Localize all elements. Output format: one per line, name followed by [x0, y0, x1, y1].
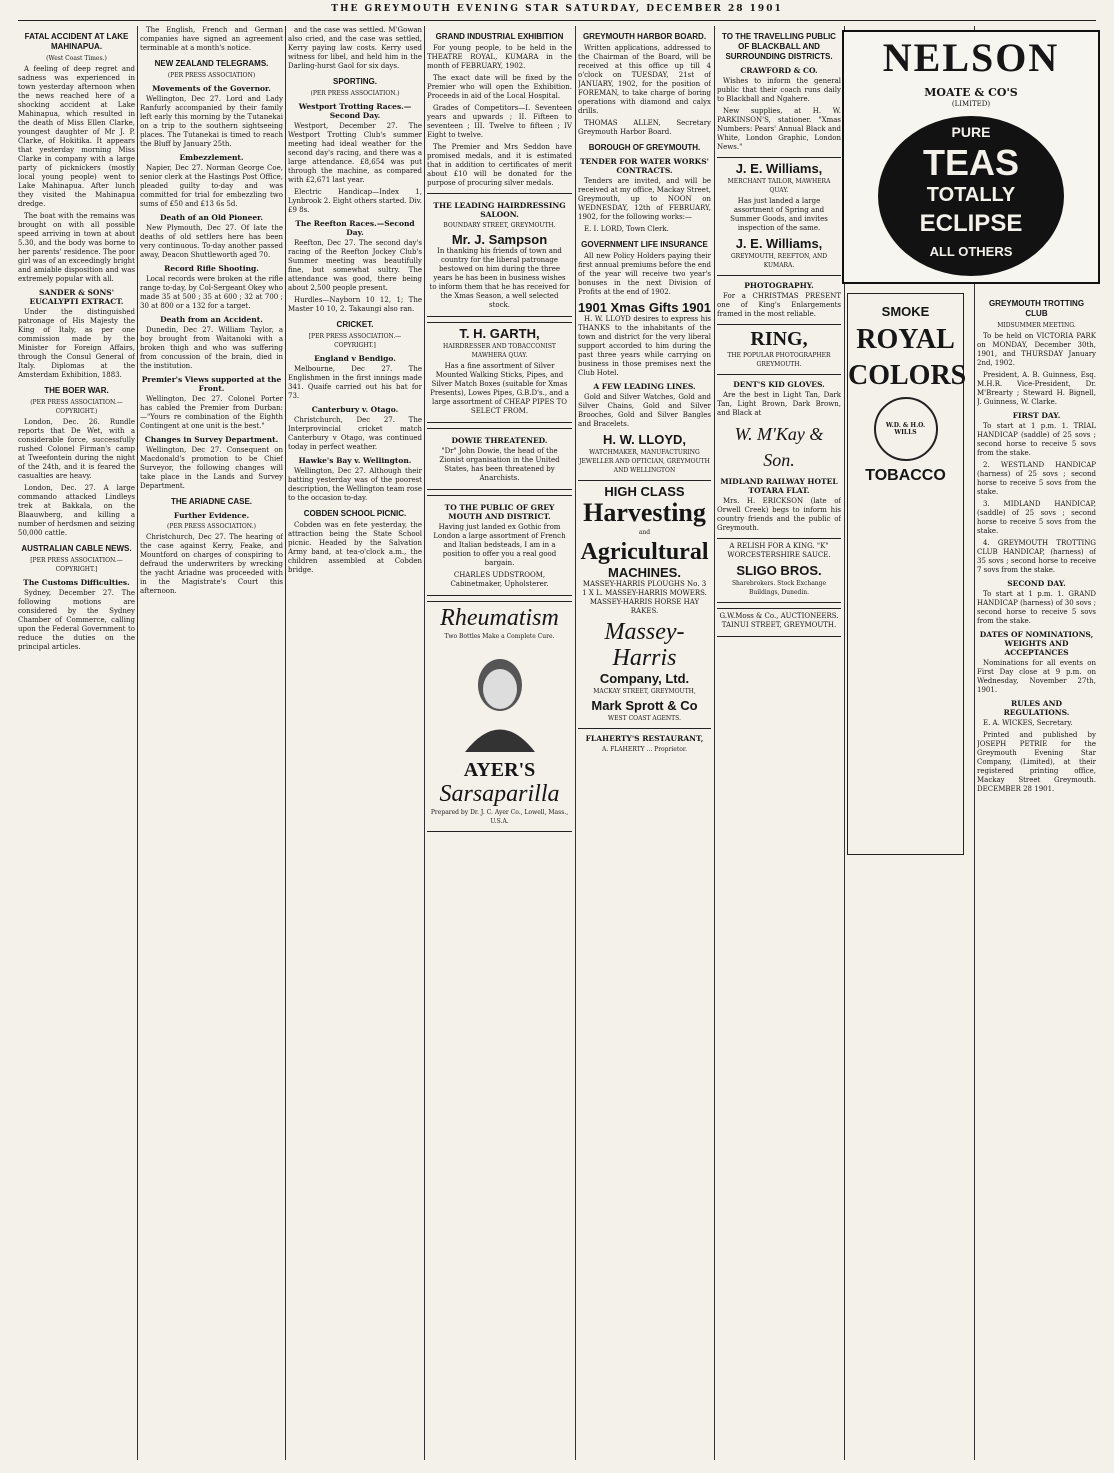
subheadline: FIRST DAY.: [1012, 411, 1061, 420]
signature: E. I. LORD, Town Clerk.: [584, 225, 669, 233]
article-paragraph: To start at 1 p.m. 1. TRIAL HANDICAP (saddle) of 25 sovs ; second horse to receive 5 sovs from the stake.: [977, 422, 1096, 457]
article-paragraph: Grades of Competitors—I. Seventeen years and upwards ; II. Fifteen to seventeen ; III. Twelve to fifteen ; IV Eight to twelve.: [427, 104, 572, 139]
headline-nz-telegrams: NEW ZEALAND TELEGRAMS.: [154, 59, 269, 68]
article-paragraph: London, Dec. 26. Rundle reports that De Wet, with a considerable force, successfully rushed Colonel Firman's camp at Tweefontein during the night of the 24th, and it is feared the casualties are heavy.: [18, 418, 135, 480]
subheadline: Westport Trotting Races.—Second Day.: [298, 102, 412, 120]
article-paragraph: New supplies, at H. W. PARKINSON'S, stationer. "Xmas Numbers: Pears' Annual Black and White, London Graphic, London News.": [717, 107, 841, 151]
ad-line: ROYAL: [856, 324, 955, 355]
byline: (PER PRESS ASSOCIATION): [167, 72, 256, 79]
ad-line: COLORS: [848, 360, 967, 391]
ad-ayers: [427, 601, 572, 832]
byline: MIDSUMMER MEETING.: [997, 322, 1076, 329]
ad-subheading: BOUNDARY STREET, GREYMOUTH.: [443, 222, 556, 229]
subheadline: Record Rifle Shooting.: [164, 264, 259, 273]
byline: (West Coast Times.): [46, 55, 107, 62]
byline: [PER PRESS ASSOCIATION.—COPYRIGHT.]: [308, 333, 402, 349]
column-5: [578, 26, 711, 1460]
headline-industrial-exhibition: GRAND INDUSTRIAL EXHIBITION: [435, 32, 564, 41]
article-paragraph: The boat with the remains was brought on with all possible speed arriving in town at about 5.30, and the body was borne to her parents' residence. The poor girl was of an exceedingly bright and amiable disposition and was extremely popular with all.: [18, 212, 135, 283]
article-paragraph: Cobden was en fete yesterday, the attraction being the State School picnic. Headed by the Salvation Army band, at tea-o'clock a.m., the children assembled at Cobden bridge.: [288, 521, 422, 574]
ad-name: Mr. J. Sampson: [451, 232, 548, 247]
subheadline: The Reefton Races.—Second Day.: [295, 219, 415, 237]
ad-nelson-tea: [842, 30, 1100, 284]
subheadline: RULES AND REGULATIONS.: [1003, 699, 1070, 717]
ad-royal-colors: [847, 293, 967, 855]
headline-australian-cable: AUSTRALIAN CABLE NEWS.: [21, 544, 132, 553]
ad-name: T. H. GARTH,: [459, 326, 540, 341]
ad-text: In thanking his friends of town and country for the liberal patronage bestowed on him during the three years he has been in business wishes to inform them that he has received for the Xmas Season, a well selected stock.: [429, 247, 570, 309]
subheadline: Hawke's Bay v. Wellington.: [298, 456, 412, 465]
headline-travelling-public: TO THE TRAVELLING PUBLIC OF BLACKBALL AND SURROUNDING DISTRICTS.: [722, 32, 836, 61]
subheadline: Movements of the Governor.: [152, 84, 271, 93]
byline: (PER PRESS ASSOCIATION.): [167, 523, 256, 530]
column-1: [18, 26, 135, 1460]
column-rule: [714, 26, 715, 1460]
ad-dowie: [427, 428, 572, 490]
article-paragraph: The exact date will be fixed by the Premier who will open the Exhibition. Proceeds in aid of the Local Hospital.: [427, 74, 572, 100]
byline: (PER PRESS ASSOCIATION.): [310, 90, 400, 97]
article-paragraph: The English, French and German companies have signed an agreement terminable at a month's notice.: [140, 26, 283, 52]
column-rule: [424, 26, 425, 1460]
ad-line: HIGH CLASS: [604, 484, 685, 499]
signature: E. A. WICKES, Secretary.: [983, 719, 1073, 727]
ad-line: MACHINES.: [608, 565, 681, 580]
ad-name: RING,: [750, 328, 808, 350]
ad-text: "Dr" John Dowie, the head of the Zionist organisation in the United States, has been threatened by Anarchists.: [439, 447, 560, 482]
ad-subheading: THE POPULAR PHOTOGRAPHER GREYMOUTH.: [727, 352, 831, 368]
ad-name: J. E. Williams,: [735, 161, 823, 176]
ad-subheading: Sharebrokers. Stock Exchange Buildings, Dunedin.: [731, 580, 827, 596]
article-paragraph: Mrs. H. ERICKSON (late of Orwell Creek) begs to inform his country friends and the public of Greymouth.: [717, 497, 841, 532]
article-paragraph: 3. MIDLAND HANDICAP, (saddle) of 25 sovs ; second horse to receive 5 sovs from the stake.: [977, 500, 1096, 535]
article-paragraph: Electric Handicap—Index 1, Lynbrook 2. Eight others started. Div. £9 8s.: [288, 188, 422, 214]
ad-machines: [578, 480, 711, 729]
headline-life-insurance: GOVERNMENT LIFE INSURANCE: [581, 240, 708, 249]
column-rule: [137, 26, 138, 1460]
article-paragraph: Tenders are invited, and will be received at my office, Mackay Street, Greymouth, up to NOON on WEDNESDAY, 12th of FEBRUARY, 1902, for the following works:—: [578, 177, 711, 221]
ad-heading: DOWIE THREATENED.: [451, 436, 548, 445]
ad-company: Company, Ltd.: [599, 671, 690, 686]
byline: [PER PRESS ASSOCIATION.—COPYRIGHT.]: [30, 557, 123, 573]
subheadline: Death from an Accident.: [160, 315, 263, 324]
article-paragraph: To start at 1 p.m. 1. GRAND HANDICAP (harness) of 30 sovs ; second horse to receive 5 sovs from the stake.: [977, 590, 1096, 625]
ad-signature: CHARLES UDDSTROOM, Cabinetmaker, Upholsterer.: [450, 571, 549, 588]
subheadline: TENDER FOR WATER WORKS' CONTRACTS.: [580, 157, 709, 175]
ad-subheading: WATCHMAKER, MANUFACTURING JEWELLER AND OPTICIAN, GREYMOUTH AND WELLINGTON: [579, 449, 710, 474]
article-paragraph: All new Policy Holders paying their first annual premiums before the end of the year will receive two year's bonuses in the next Division of Profits at the end of 1902.: [578, 252, 711, 296]
ad-line: TEAS: [922, 142, 1019, 183]
ad-line: Agricultural: [580, 539, 709, 565]
article-paragraph: Sydney, December 27. The following motions are considered by the Sydney Chamber of Commerce, calling upon the Federal Government to reduce the duties on the principal articles.: [18, 589, 135, 651]
ad-text: MASSEY-HARRIS PLOUGHS No. 3 1 X L. MASSEY-HARRIS MOWERS. MASSEY-HARRIS HORSE HAY RAKES.: [582, 580, 707, 615]
article-paragraph: Are the best in Light Tan, Dark Tan, Light Brown, Dark Brown, and Black at: [717, 391, 841, 417]
ad-subheading: A. FLAHERTY ... Proprietor.: [602, 746, 687, 753]
ad-xmas-gifts: 1901 Xmas Gifts 1901: [578, 300, 711, 315]
article-paragraph: Reefton, Dec 27. The second day's racing of the Reefton Jockey Club's Summer meeting was beautifully fine, but somewhat sultry. The attendance was good, there being about 2,500 people present.: [288, 239, 422, 292]
ad-mkay: W. M'Kay & Son.: [734, 424, 824, 470]
ad-heading: THE LEADING HAIRDRESSING SALOON.: [433, 201, 566, 219]
subheadline: A FEW LEADING LINES.: [593, 382, 696, 391]
column-2: [140, 26, 283, 1460]
subheadline: Canterbury v. Otago.: [311, 405, 399, 414]
article-paragraph: For a CHRISTMAS PRESENT one of King's Enlargements framed in the most reliable.: [717, 292, 841, 318]
headline-borough: BOROUGH OF GREYMOUTH.: [588, 143, 701, 152]
subheadline: The Customs Difficulties.: [23, 578, 130, 587]
headline-harbor-board: GREYMOUTH HARBOR BOARD.: [582, 32, 707, 41]
ad-subheading: WEST COAST AGENTS.: [608, 715, 681, 722]
ad-text: A RELISH FOR A KING. "K" WORCESTERSHIRE SAUCE.: [727, 542, 831, 559]
ad-harris: Harris: [612, 645, 677, 671]
ad-moss-bottom: [717, 608, 841, 637]
ad-name: CRAWFORD & CO.: [740, 66, 818, 75]
article-paragraph: Local records were broken at the rifle range to-day, by Col-Sergeant Okey who made 35 at 500 ; 35 at 600 ; 32 at 700 ; 30 at 800 or a 132 for a target.: [140, 275, 283, 310]
article-paragraph: Christchurch, Dec 27. The hearing of the case against Kerry, Feake, and Mountford on charges of conspiring to defraud the underwriters by wrecking the yacht Ariadne was proceeded with in the Magistrate's Court this afternoon.: [140, 533, 283, 595]
article-paragraph: London, Dec. 27. A large commando attacked Lindleys trek at Bakkala, on the Blaauwberg, and killing a number of herdsmen and seizing 50,000 cattle.: [18, 484, 135, 537]
headline-boer-war: THE BOER WAR.: [44, 386, 109, 395]
ad-garth: [427, 322, 572, 423]
ad-massey: Massey-: [604, 619, 685, 645]
ad-subheading: GREYMOUTH, REEFTON, AND KUMARA.: [730, 253, 828, 269]
headline-cobden-picnic: COBDEN SCHOOL PICNIC.: [303, 509, 407, 518]
byline: (PER PRESS ASSOCIATION.—COPYRIGHT.): [30, 399, 123, 415]
article-paragraph: Wellington, Dec 27. Colonel Porter has cabled the Premier from Durban:—"Yours re combination of the Eighth Contingent at one unit is the best.": [140, 395, 283, 430]
ad-name: H. W. LLOYD,: [602, 432, 687, 447]
ad-subheading: MERCHANT TAILOR, MAWHERA QUAY.: [727, 178, 831, 194]
ad-subheading: HAIRDRESSER AND TOBACCONIST MAWHERA QUAY.: [443, 343, 556, 359]
ad-line: SMOKE: [881, 304, 930, 319]
article-paragraph: Westport, December 27. The Westport Trotting Club's summer meeting had ideal weather for the second day's racing, and there was a large attendance. £8,654 was put through the machine, as compared with £2,671 last year.: [288, 122, 422, 184]
ad-subheading: Two Bottles Make a Complete Cure.: [444, 633, 555, 640]
ad-oval: [878, 116, 1064, 276]
imprint: Printed and published by JOSEPH PETRIE for the Greymouth Evening Star Company, (Limited), at their registered printing office, Mackay Street Greymouth. DECEMBER 28 1901.: [977, 731, 1096, 793]
ad-text: G.W.Moss & Co., AUCTIONEERS. TAINUI STREET, GREYMOUTH.: [719, 612, 839, 629]
article-paragraph: Hurdles—Nayborn 10 12, 1; The Master 10 10, 2. Takaungi also ran.: [288, 296, 422, 313]
article-paragraph: Wishes to inform the general public that their coach runs daily to Blackball and Ngahere.: [717, 77, 841, 103]
ad-line: PURE: [951, 124, 991, 140]
headline-sporting: SPORTING.: [332, 77, 377, 86]
subheadline: Embezzlement.: [179, 153, 244, 162]
ad-name: J. E. Williams,: [735, 236, 823, 251]
article-paragraph: Wellington, Dec 27. Consequent on Macdonald's promotion to be Chief Surveyor, the following changes will take place in the Lands and Survey Department.: [140, 446, 283, 490]
subheadline: PHOTOGRAPHY.: [744, 281, 814, 290]
article-paragraph: New Plymouth, Dec 27. Of late the deaths of old settlers here has been very continuous. To-day another passed away, Deacon Shuttleworth aged 70.: [140, 224, 283, 259]
subheadline: FLAHERTY'S RESTAURANT,: [585, 734, 704, 743]
article-paragraph: Under the distinguished patronage of His Majesty the King of Italy, as per one commission made by the Minister for Foreign Affairs, through the Consul General of Italy. Diplomas at the Amsterdam Exhibition, 1883.: [18, 308, 135, 379]
subheadline: MIDLAND RAILWAY HOTEL TOTARA FLAT.: [720, 477, 838, 495]
article-paragraph: Christchurch, Dec 27. The Interprovincial cricket match Canterbury v Otago, was continued today in perfect weather.: [288, 416, 422, 451]
column-rule: [285, 26, 286, 1460]
ad-footer: Prepared by Dr. J. C. Ayer Co., Lowell, Mass., U.S.A.: [430, 809, 569, 825]
column-8: [977, 293, 1096, 1460]
article-paragraph: H. W. LLOYD desires to express his THANKS to the inhabitants of the town and district for the very liberal support accorded to him during the past three years while carrying on business in those premises next the Club Hotel.: [578, 315, 711, 377]
subheadline: England v Bendigo.: [314, 354, 396, 363]
ad-line: Harvesting: [583, 498, 706, 527]
article-paragraph: 2. WESTLAND HANDICAP (harness) of 25 sovs ; second horse to receive 5 sovs from the stake.: [977, 461, 1096, 496]
ad-limited: (LIMITED): [951, 100, 991, 108]
article-paragraph: Napier, Dec 27. Norman George Coe, senior clerk at the Hastings Post Office, pleaded guilty to-day and was committed for trial for embezzling two sums of £50 and £13 6s 5d.: [140, 164, 283, 208]
ad-sampson: [427, 193, 572, 317]
ad-text: Has just landed a large assortment of Spring and Summer Goods, and invites inspection of the same.: [730, 197, 828, 232]
ad-ring: [717, 324, 841, 375]
headline-ariadne-case: THE ARIADNE CASE.: [170, 497, 253, 506]
signature: THOMAS ALLEN, Secretary Greymouth Harbor Board.: [578, 119, 711, 136]
subheadline: Changes in Survey Department.: [144, 435, 279, 444]
ad-brand: NELSON: [882, 35, 1060, 80]
column-rule: [575, 26, 576, 1460]
headline-fatal-accident: FATAL ACCIDENT AT LAKE MAHINAPUA.: [24, 32, 129, 51]
article-paragraph: The Premier and Mrs Seddon have promised medals, and it is estimated that in addition to certificates of merit about £10 will be donated for the purpose of procuring silver medals.: [427, 143, 572, 187]
ad-line: ECLIPSE: [919, 210, 1023, 237]
article-paragraph: 4. GREYMOUTH TROTTING CLUB HANDICAP, (harness) of 35 sovs ; second horse to receive 7 sovs from the stake.: [977, 539, 1096, 574]
article-paragraph: To be held on VICTORIA PARK on MONDAY, December 30th, 1901, and THURSDAY January 2nd, 1902.: [977, 332, 1096, 367]
article-paragraph: Nominations for all events on First Day close at 9 p.m. on Wednesday, November 27th, 1901.: [977, 659, 1096, 694]
ad-subheading: MACKAY STREET, GREYMOUTH,: [593, 688, 696, 695]
column-4: [427, 26, 572, 1460]
article-paragraph: Melbourne, Dec 27. The Englishmen in the first innings made 341. Quaife carried out his bat for 73.: [288, 365, 422, 400]
headline-sander: SANDER & SONS' EUCALYPTI EXTRACT.: [29, 288, 124, 306]
ad-grey-public: [427, 495, 572, 596]
article-paragraph: and the case was settled. M'Gowan also cried, and the case was settled, Kerry paying law costs. Kerry used witness for libel, and held him in the Darling-hurst Gaol for six days.: [288, 26, 422, 70]
article-paragraph: Wellington, Dec 27. Lord and Lady Ranfurly accompanied by their family left early this morning by the Tutanekai on a trip to the southern sightseeing places. The Tutanekai is timed to reach the Bluff by January 25th.: [140, 95, 283, 148]
ad-text: Has a fine assortment of Silver Mounted Walking Sticks, Pipes, and Silver Match Boxes (suitable for Xmas Presents), Lowes Pipes, G.B.D's., and a large assortment of CHEAP PIPES TO SELECT FROM.: [430, 362, 569, 415]
ad-rheumatism: Rheumatism: [440, 605, 559, 631]
subheadline: DENT'S KID GLOVES.: [733, 380, 825, 389]
subheadline: SECOND DAY.: [1007, 579, 1066, 588]
article-paragraph: Gold and Silver Watches, Gold and Silver Chains, Gold and Silver Brooches, Gold and Silver Bangles and Bracelets.: [578, 393, 711, 428]
ad-line: and: [638, 529, 651, 536]
ad-ayers-title: AYER'S: [463, 759, 536, 781]
article-paragraph: Wellington, Dec 27. Although their batting yesterday was of the poorest description, the Wellington team rose to the occasion to-day.: [288, 467, 422, 502]
ad-williams: [717, 157, 841, 276]
column-3: [288, 26, 422, 1460]
article-paragraph: Written applications, addressed to the Chairman of the Board, will be received at this office up till 4 o'clock on TUESDAY, 21st of JANUARY, 1902, for the position of FOREMAN, to take charge of boring operations with diamond and calyx drills.: [578, 44, 711, 115]
headline-trotting-club: GREYMOUTH TROTTING CLUB: [988, 299, 1085, 318]
ad-line: TOTALLY: [926, 184, 1016, 206]
ad-name: SLIGO BROS.: [736, 563, 822, 578]
article-paragraph: A feeling of deep regret and sadness was experienced in town yesterday afternoon when the news reached here of a shocking accident at Lake Mahinapua, which resulted in the death of Miss Ellen Clarke, youngest daughter of Mr J. P. Clarke, of Hokitika. It appears that yesterday morning Miss Clarke in company with a large party of picknickers (mostly local young people) went to Lake Mahinapua. After lunch they visited the Mahinapua dredge.: [18, 65, 135, 208]
subheadline: Further Evidence.: [173, 511, 250, 520]
ad-sauce: [717, 538, 841, 603]
masthead: THE GREYMOUTH EVENING STAR SATURDAY, DECEMBER 28 1901: [18, 4, 1096, 21]
portrait-illustration-icon: [455, 647, 545, 752]
article-paragraph: For young people, to be held in the THEATRE ROYAL, KUMARA in the month of FEBRUARY, 1902.: [427, 44, 572, 70]
subheadline: Death of an Old Pioneer.: [159, 213, 264, 222]
article-paragraph: President, A. B. Guinness, Esq. M.H.R. Vice-President, Dr. M'Brearty ; Steward H. Bignell, J. Guinness, W. Clarke.: [977, 371, 1096, 406]
column-6: [717, 26, 841, 1460]
subheadline: Premier's Views supported at the Front.: [141, 375, 282, 393]
subheadline: DATES OF NOMINATIONS, WEIGHTS AND ACCEPTANCES: [979, 630, 1094, 657]
ad-sprott: Mark Sprott & Co: [591, 698, 698, 713]
ad-line: TOBACCO: [865, 467, 946, 484]
article-paragraph: Dunedin, Dec 27. William Taylor, a boy brought from Waitanoki with a broken thigh and who was suffering from concussion of the brain, died in the institution.: [140, 326, 283, 370]
ad-company: MOATE & CO'S: [924, 86, 1018, 99]
ad-text: Having just landed ex Gothic from London a large assortment of French and Italian bedsteads, I am in a position to offer you a real good bargain.: [433, 523, 566, 567]
headline-cricket: CRICKET.: [336, 320, 374, 329]
ad-ayers-product: Sarsaparilla: [439, 781, 560, 807]
wills-seal-icon: W.D. & H.O. WILLS: [874, 397, 938, 461]
ad-line: ALL OTHERS: [929, 244, 1013, 259]
ad-heading: TO THE PUBLIC OF GREY MOUTH AND DISTRICT.: [444, 503, 555, 521]
